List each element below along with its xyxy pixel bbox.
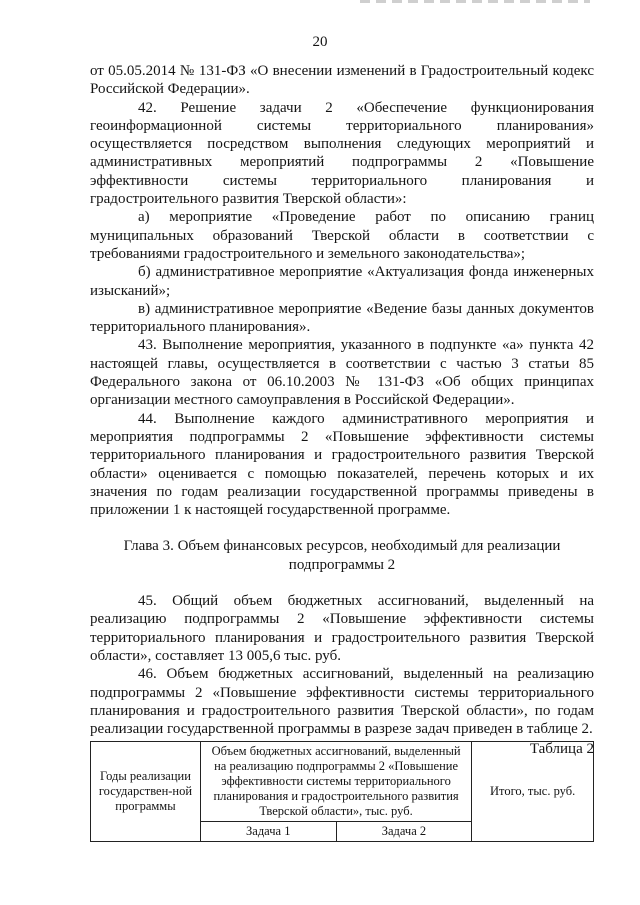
header-task-1: Задача 1 <box>200 822 336 842</box>
paragraph: 46. Объем бюджетных ассигнований, выделенный на реализацию подпрограммы 2 «Повышение эффективности системы территориального планирования и градостроительного развития Тверской области», по годам реализации государственной программы в разрезе задач приведен в таблице 2. <box>90 666 594 738</box>
chapter-heading: Глава 3. Объем финансовых ресурсов, необходимый для реализации подпрограммы 2 <box>123 538 561 573</box>
paragraph: б) административное мероприятие «Актуализация фонда инженерных изысканий»; <box>90 264 594 299</box>
paragraph: 42. Решение задачи 2 «Обеспечение функционирования геоинформационной системы территориального планирования» осуществляется посредством выполнения следующих мероприятий и административных мероприятий подпрограммы 2 «Повышение эффективности системы территориального планирования и градостроительного развития Тверской области»: <box>90 99 594 208</box>
body-text <box>90 62 594 759</box>
paragraph: в) административное мероприятие «Ведение базы данных документов территориального планирования». <box>90 300 594 336</box>
paragraph: 45. Общий объем бюджетных ассигнований, выделенный на реализацию подпрограммы 2 «Повышение эффективности системы территориального планирования и градостроительного развития Тверской области», составляет 13 005,6 тыс. руб. <box>90 593 594 664</box>
header-task-2: Задача 2 <box>336 822 472 842</box>
paragraph: от 05.05.2014 № 131-ФЗ «О внесении изменений в Градостроительный кодекс Российской Федерации». <box>90 63 594 98</box>
header-years: Годы реализации государствен-ной программы <box>91 742 201 842</box>
table-header-row <box>91 742 594 822</box>
header-budget: Объем бюджетных ассигнований, выделенный на реализацию подпрограммы 2 «Повышение эффективности системы территориального планирования и градостроительного развития Тверской области», тыс. руб. <box>200 742 471 822</box>
table-caption: Таблица 2 <box>529 741 594 758</box>
header-total: Итого, тыс. руб. <box>472 742 594 842</box>
paragraph: 44. Выполнение каждого административного мероприятия и мероприятия подпрограммы 2 «Повышение эффективности системы территориального планирования и градостроительного развития Тверской области» оценивается с помощью показателей, перечень которых и их значения по годам реализации государственной программы приведены в приложении 1 к настоящей государственной программе. <box>90 410 594 519</box>
budget-table <box>90 741 594 842</box>
paragraph: а) мероприятие «Проведение работ по описанию границ муниципальных образований Тверской области в соответствии с требованиями градостроительного и земельного законодательства»; <box>90 209 594 262</box>
page-number: 20 <box>312 34 328 50</box>
scan-artifact <box>360 0 590 3</box>
paragraph: 43. Выполнение мероприятия, указанного в подпункте «а» пункта 42 настоящей главы, осуществляется в соответствии с частью 3 статьи 85 Федерального закона от 06.10.2003 № 131-ФЗ «Об общих принципах организации местного самоуправления в Российской Федерации». <box>90 337 594 409</box>
